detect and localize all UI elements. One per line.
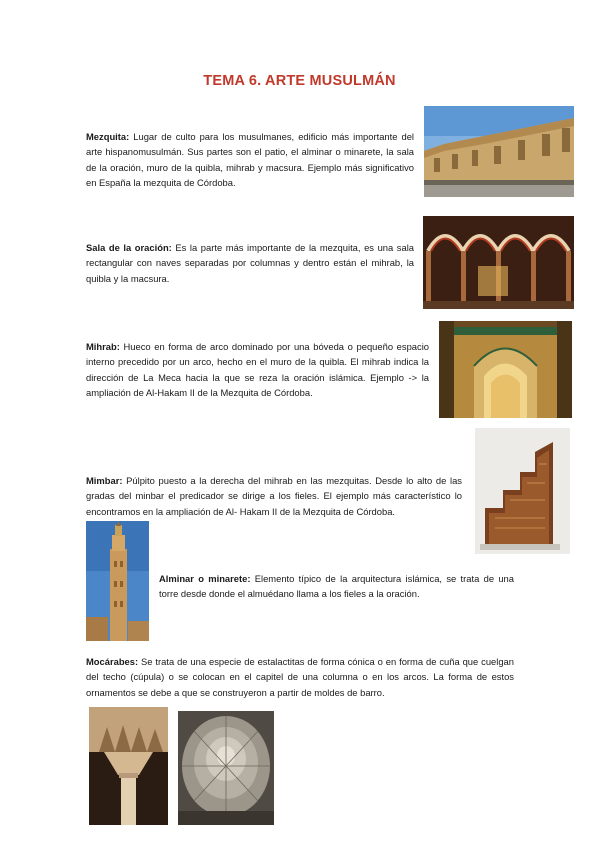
term-definition: Se trata de una especie de estalactitas de forma cónica o en forma de cuña que cuelgan del techo (cúpula) o se colocan en el capitel de una columna o en los arcos. La forma de estos ornamentos se debe a que se construyeron a partir de moldes de barro.	[86, 656, 514, 698]
section-sala-oracion	[86, 240, 414, 286]
section-mihrab	[86, 339, 429, 401]
giralda-minarete-photo	[86, 521, 149, 641]
term-label: Mihrab:	[86, 341, 120, 352]
term-definition: Elemento típico de la arquitectura islámica, se trata de una torre desde donde el almuédano llama a los fieles a la oración.	[159, 573, 514, 600]
section-mimbar	[86, 473, 462, 519]
term-label: Mocárabes:	[86, 656, 139, 667]
mocarabes-capitel-photo	[89, 707, 168, 825]
sala-oracion-arcos-photo	[423, 216, 574, 309]
term-label: Sala de la oración:	[86, 242, 172, 253]
mimbar-pulpito-photo	[475, 428, 570, 554]
term-label: Mimbar:	[86, 475, 123, 486]
mihrab-cordoba-photo	[439, 321, 572, 418]
section-mezquita	[86, 129, 414, 191]
page-title: TEMA 6. ARTE MUSULMÁN	[203, 73, 396, 89]
mocarabes-cupula-photo	[178, 711, 274, 825]
term-definition: Lugar de culto para los musulmanes, edificio más importante del arte hispanomusulmán. Sus partes son el patio, el alminar o minarete, la sala de la oración, muro de la quibla, mihrab y macsura. Ejemplo más significativo en España la mezquita de Córdoba.	[86, 131, 414, 189]
mezquita-exterior-photo	[424, 106, 574, 197]
term-definition: Es la parte más importante de la mezquita, es una sala rectangular con naves separadas por columnas y dentro están el mihrab, la quibla y la macsura.	[86, 242, 414, 284]
section-alminar	[159, 571, 514, 602]
term-label: Mezquita:	[86, 131, 130, 142]
term-label: Alminar o minarete:	[159, 573, 251, 584]
term-definition: Púlpito puesto a la derecha del mihrab en las mezquitas. Desde lo alto de las gradas del minbar el predicador se dirige a los fieles. El ejemplo más característico lo encontramos en la ampliación de Al- Hakam II de la Mezquita de Córdoba.	[86, 475, 462, 517]
section-mocarabes	[86, 654, 514, 700]
term-definition: Hueco en forma de arco dominado por una bóveda o pequeño espacio interno precedido por un arco, hecho en el muro de la quibla. El mihrab indica la dirección de La Meca hacia la que se reza la oración islámica. Ejemplo -> la ampliación de Al-Hakam II de la Mezquita de Córdoba.	[86, 341, 429, 399]
